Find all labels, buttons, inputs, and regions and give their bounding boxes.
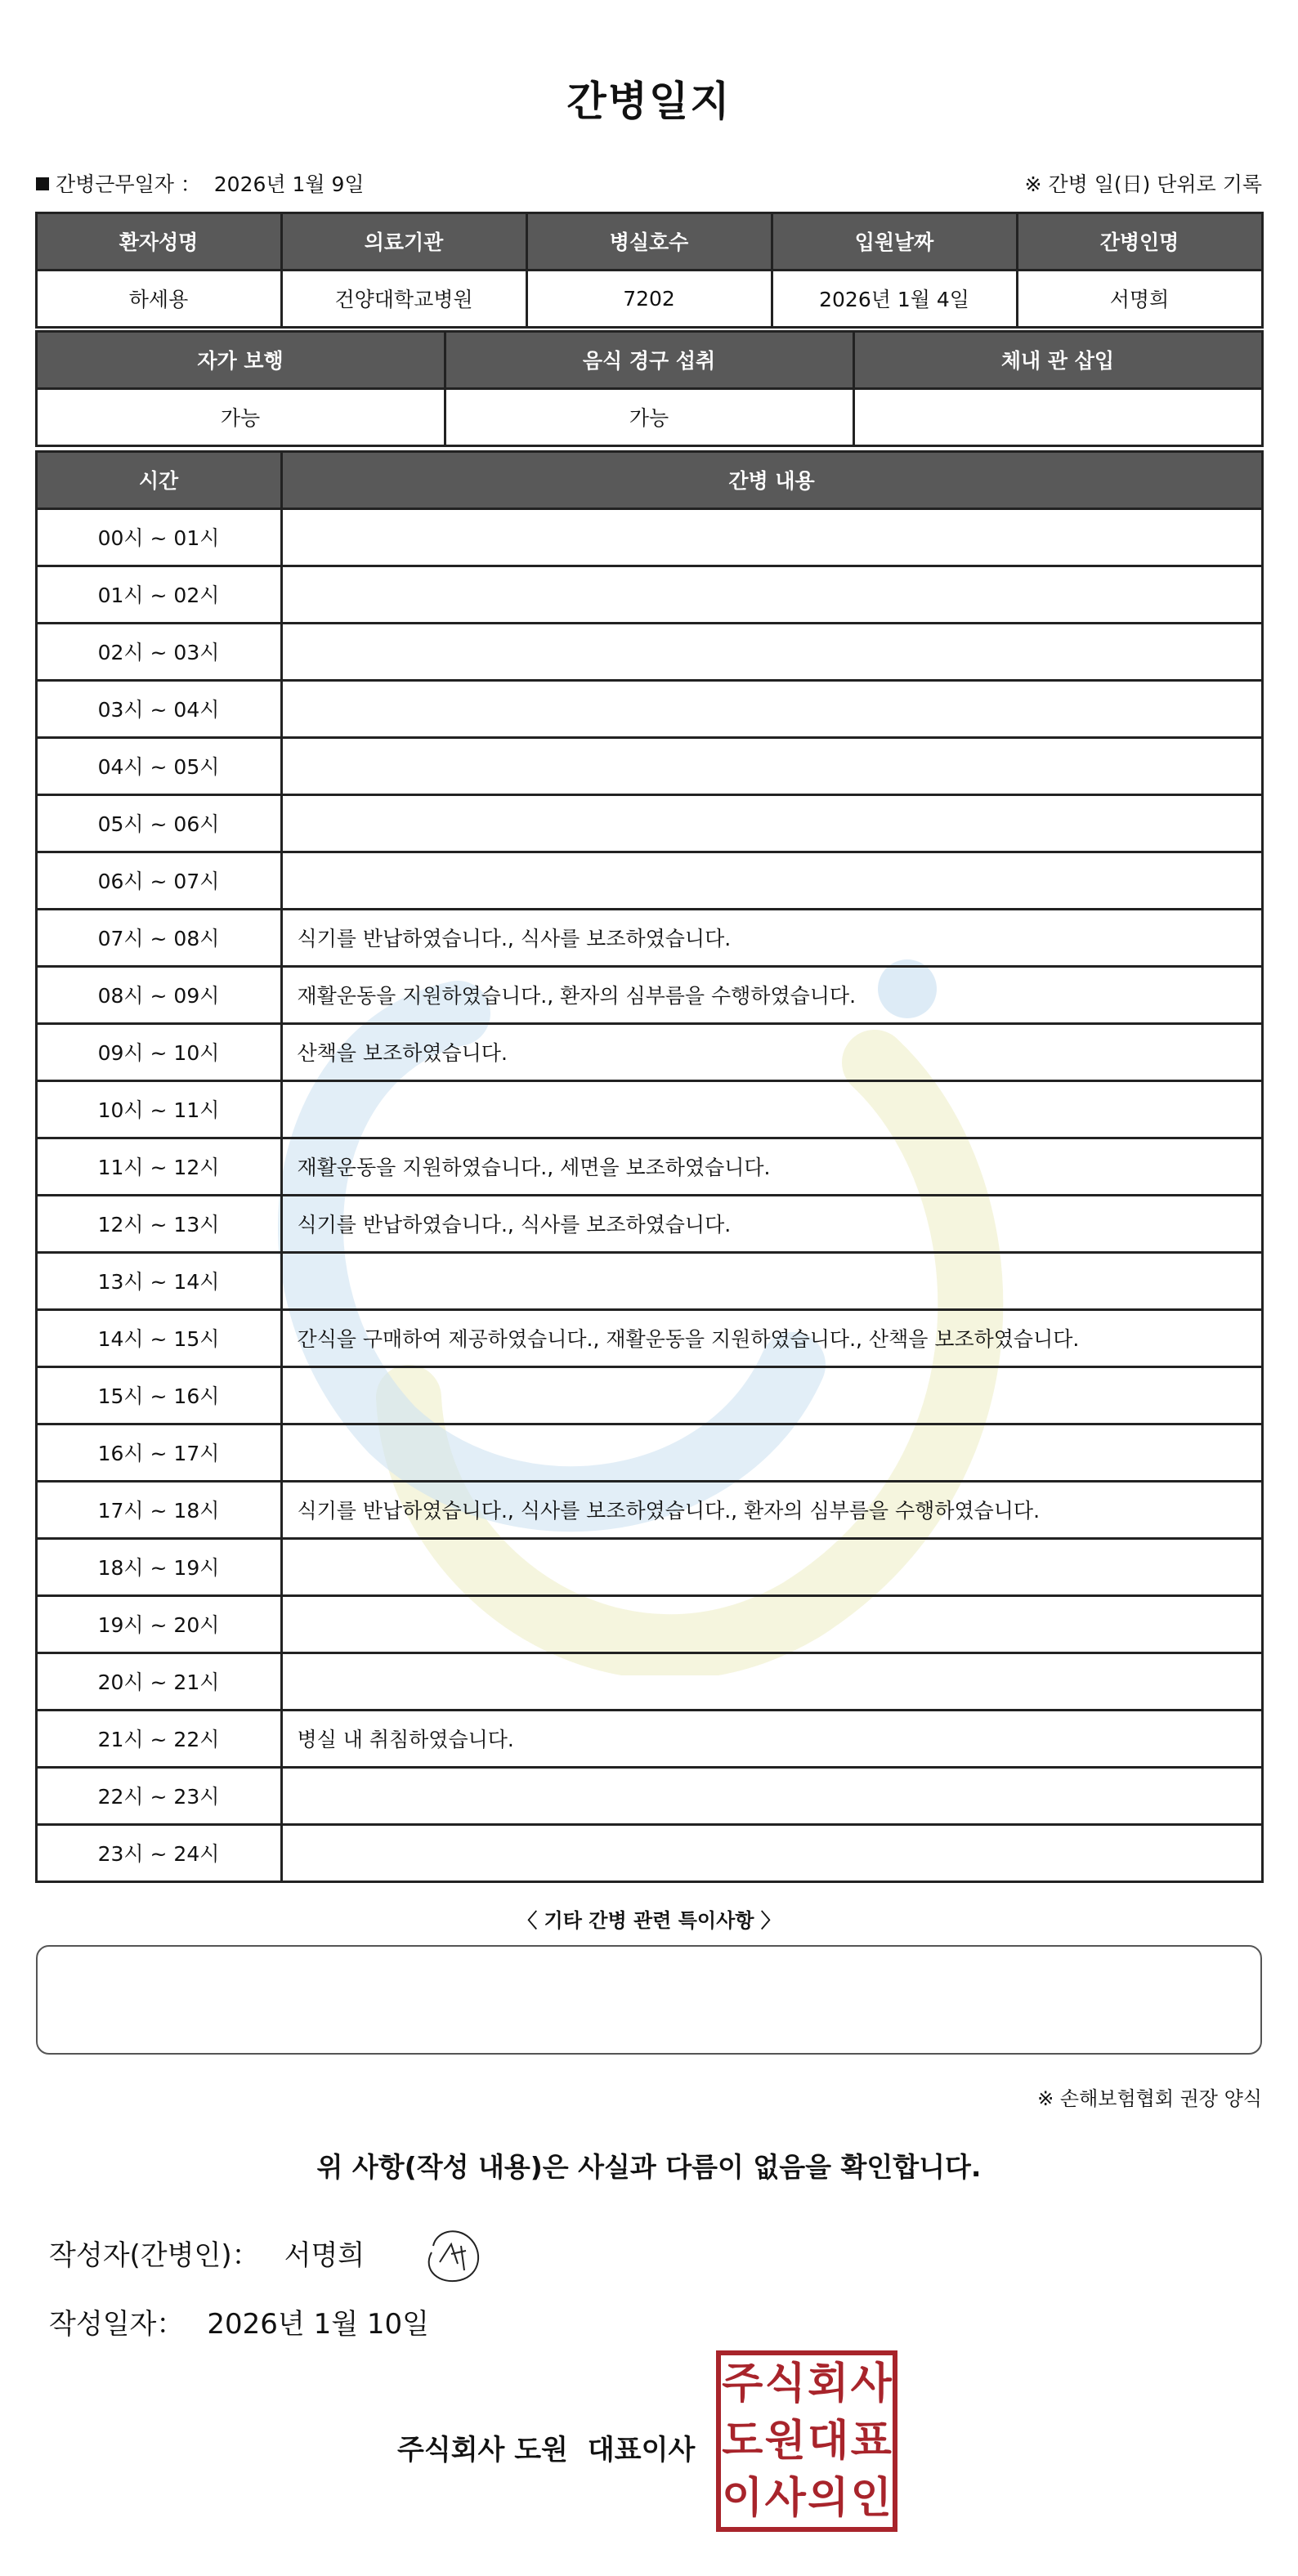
caregiver-name: 서명희 [1016, 269, 1264, 329]
writer-label: 작성자(간병인)： [49, 2239, 260, 2272]
log-time-cell: 21시 ~ 22시 [35, 1709, 283, 1769]
log-content-cell: 식기를 반납하였습니다., 식사를 보조하였습니다., 환자의 심부름을 수행하였습니다. [280, 1480, 1264, 1540]
write-date-value: 2026년 1월 10일 [207, 2308, 429, 2341]
log-time-cell: 23시 ~ 24시 [35, 1823, 283, 1883]
signature [415, 2221, 489, 2290]
seal-char: 식 [764, 2359, 806, 2408]
walking-value: 가능 [35, 387, 446, 447]
seal-char: 사 [850, 2359, 892, 2408]
write-date-label: 작성일자： [49, 2308, 185, 2341]
patient-status-table [36, 331, 1262, 445]
log-content-cell [280, 508, 1264, 567]
square-bullet-icon [36, 177, 49, 190]
header-walking: 자가 보행 [35, 330, 446, 390]
log-content-cell [280, 1251, 1264, 1311]
header-hospital: 의료기관 [280, 212, 528, 271]
log-time-cell: 18시 ~ 19시 [35, 1537, 283, 1597]
log-content-cell [280, 1366, 1264, 1425]
patient-name: 하세용 [35, 269, 283, 329]
log-content-cell [280, 622, 1264, 682]
log-content-cell: 간식을 구매하여 제공하였습니다., 재활운동을 지원하였습니다., 산책을 보조하였습니다. [280, 1308, 1264, 1368]
log-content-cell [280, 1652, 1264, 1711]
patient-info-table [36, 212, 1262, 327]
log-time-cell: 11시 ~ 12시 [35, 1137, 283, 1196]
admission-date: 2026년 1월 4일 [771, 269, 1018, 329]
work-date-value: 2026년 1월 9일 [213, 172, 365, 196]
log-time-cell: 12시 ~ 13시 [35, 1194, 283, 1254]
log-time-cell: 22시 ~ 23시 [35, 1766, 283, 1826]
log-content-cell [280, 1080, 1264, 1139]
log-content-cell: 병실 내 취침하였습니다. [280, 1709, 1264, 1769]
seal-char: 원 [764, 2416, 806, 2466]
log-content-cell [280, 1766, 1264, 1826]
log-content-cell [280, 851, 1264, 910]
notes-box [36, 1945, 1262, 2055]
header-tube-insertion: 체내 관 삽입 [853, 330, 1264, 390]
log-time-cell: 20시 ~ 21시 [35, 1652, 283, 1711]
header-room: 병실호수 [526, 212, 773, 271]
seal-char: 이 [722, 2473, 763, 2523]
notes-title: 〈 기타 간병 관련 특이사항 〉 [517, 1909, 781, 1932]
room-number: 7202 [526, 269, 773, 329]
log-time-cell: 04시 ~ 05시 [35, 736, 283, 796]
log-time-cell: 19시 ~ 20시 [35, 1594, 283, 1654]
log-time-cell: 14시 ~ 15시 [35, 1308, 283, 1368]
log-time-cell: 16시 ~ 17시 [35, 1423, 283, 1483]
writer-name: 서명희 [284, 2239, 365, 2272]
log-time-cell: 03시 ~ 04시 [35, 679, 283, 739]
oral-intake-value: 가능 [444, 387, 855, 447]
log-time-cell: 02시 ~ 03시 [35, 622, 283, 682]
log-time-cell: 15시 ~ 16시 [35, 1366, 283, 1425]
log-content-cell: 재활운동을 지원하였습니다., 세면을 보조하였습니다. [280, 1137, 1264, 1196]
confirmation-statement: 위 사항(작성 내용)은 사실과 다름이 없음을 확인합니다. [316, 2151, 982, 2183]
log-content-cell [280, 1594, 1264, 1654]
unit-note: ※ 간병 일(日) 단위로 기록 [1024, 172, 1262, 196]
seal-char: 표 [850, 2416, 892, 2466]
log-time-cell: 10시 ~ 11시 [35, 1080, 283, 1139]
log-time-cell: 01시 ~ 02시 [35, 565, 283, 624]
log-time-cell: 06시 ~ 07시 [35, 851, 283, 910]
log-content-cell: 산책을 보조하였습니다. [280, 1022, 1264, 1082]
log-content-cell [280, 736, 1264, 796]
work-date-line [36, 168, 365, 198]
hospital-name: 건양대학교병원 [280, 269, 528, 329]
header-care-content: 간병 내용 [280, 450, 1264, 510]
seal-char: 의 [808, 2473, 849, 2523]
log-content-cell: 식기를 반납하였습니다., 식사를 보조하였습니다. [280, 1194, 1264, 1254]
log-time-cell: 00시 ~ 01시 [35, 508, 283, 567]
log-time-cell: 09시 ~ 10시 [35, 1022, 283, 1082]
log-time-cell: 05시 ~ 06시 [35, 794, 283, 853]
company-seal [716, 2350, 897, 2532]
seal-char: 주 [722, 2359, 763, 2408]
log-time-cell: 13시 ~ 14시 [35, 1251, 283, 1311]
log-time-cell: 08시 ~ 09시 [35, 965, 283, 1025]
page-title: 간병일지 [566, 78, 732, 125]
log-time-cell: 07시 ~ 08시 [35, 908, 283, 968]
tube-insertion-value [853, 387, 1264, 447]
company-rep: 대표이사 [587, 2434, 696, 2466]
company-name: 주식회사 도원 [397, 2434, 568, 2466]
recommend-note: ※ 손해보험협회 권장 양식 [1037, 2087, 1262, 2110]
log-content-cell [280, 1423, 1264, 1483]
work-date-label: 간병근무일자 ： [56, 172, 201, 196]
writer-line [49, 2233, 365, 2273]
care-log-table [36, 451, 1262, 1881]
log-time-cell: 17시 ~ 18시 [35, 1480, 283, 1540]
seal-char: 사 [764, 2473, 806, 2523]
log-content-cell: 재활운동을 지원하였습니다., 환자의 심부름을 수행하였습니다. [280, 965, 1264, 1025]
log-content-cell [280, 794, 1264, 853]
header-oral-intake: 음식 경구 섭취 [444, 330, 855, 390]
seal-char: 인 [850, 2473, 892, 2523]
log-content-cell [280, 1823, 1264, 1883]
log-content-cell [280, 679, 1264, 739]
header-patient-name: 환자성명 [35, 212, 283, 271]
seal-char: 도 [722, 2416, 763, 2466]
log-content-cell [280, 565, 1264, 624]
seal-char: 회 [808, 2359, 849, 2408]
header-time: 시간 [35, 450, 283, 510]
write-date-line [49, 2301, 429, 2341]
log-content-cell [280, 1537, 1264, 1597]
header-admission-date: 입원날짜 [771, 212, 1018, 271]
seal-char: 대 [808, 2416, 849, 2466]
header-caregiver: 간병인명 [1016, 212, 1264, 271]
log-content-cell: 식기를 반납하였습니다., 식사를 보조하였습니다. [280, 908, 1264, 968]
company-line [397, 2427, 695, 2467]
